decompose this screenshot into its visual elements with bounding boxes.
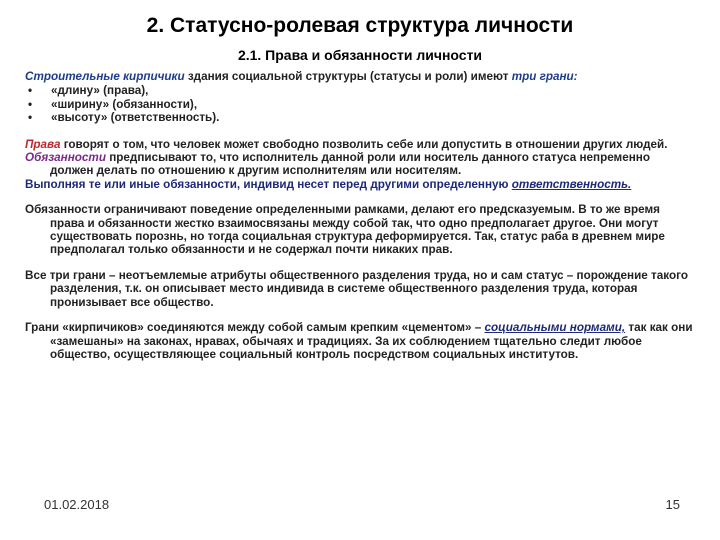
- intro-lead-end: три грани:: [511, 70, 578, 83]
- facets-list: [25, 84, 695, 124]
- list-item: [25, 98, 695, 111]
- intro-lead-italic: Строительные кирпичики: [25, 70, 185, 83]
- duties-text: предписывают то, что исполнитель данной роли или носитель данного статуса непременно должен делать по отношению к другим исполнителям или носителям.: [50, 151, 650, 178]
- rights-text: говорят о том, что человек может свободно позволить себе или допустить в отношении других людей.: [60, 137, 668, 151]
- duties-paragraph: [25, 151, 695, 178]
- list-item-text: «длину» (права),: [51, 84, 149, 98]
- slide-title: 2. Статусно-ролевая структура личности: [146, 14, 574, 37]
- list-item: [25, 84, 695, 97]
- page-number: 15: [665, 497, 680, 512]
- facets-paragraph: Все три грани – неотъемлемые атрибуты общественного разделения труда, но и сам статус – порождение такого разделения, т.к. он описывает место индивида в системе общественного разделения труда, которая пронизывает все общество.: [25, 268, 688, 309]
- norms-text-before: Грани «кирпичиков» соединяются между собой самым крепким «цементом» –: [25, 321, 485, 335]
- list-item-text: «ширину» (обязанности),: [51, 97, 198, 111]
- bullet-icon: •: [28, 84, 33, 98]
- rights-paragraph: [25, 138, 695, 151]
- list-item: [25, 111, 695, 124]
- norms-text-after: так как они «замешаны» на законах, нравах, обычаях и традициях. За их соблюдением тщательно следит любое общество, осуществляющее социальный контроль посредством социальных институтов.: [50, 321, 693, 361]
- footer-date: 01.02.2018: [44, 497, 110, 512]
- bullet-icon: •: [28, 97, 33, 111]
- norms-paragraph: [25, 321, 695, 361]
- responsibility-term: ответственность.: [511, 177, 632, 191]
- slide-subtitle: 2.1. Права и обязанности личности: [237, 47, 483, 63]
- intro-paragraph: [25, 70, 695, 83]
- norms-term: социальными нормами,: [484, 321, 626, 335]
- limits-paragraph: Обязанности ограничивают поведение определенными рамками, делают его предсказуемым. В то же время права и обязанности жестко взаимосвязаны между собой так, что одно предполагает другое. Они могут существовать порознь, но тогда социальная структура деформируется. Так, статус раба в древнем мире предполагал только обязанности и не содержал почти никаких прав.: [25, 203, 665, 257]
- bullet-icon: •: [28, 111, 33, 125]
- list-item-text: «высоту» (ответственность).: [51, 111, 220, 125]
- intro-lead-text: здания социальной структуры (статусы и роли) имеют: [184, 70, 512, 83]
- rights-term: Права: [25, 137, 61, 151]
- responsibility-text: Выполняя те или иные обязанности, индивид несет перед другими определенную: [25, 177, 512, 191]
- slide-body: [25, 70, 695, 361]
- responsibility-paragraph: [25, 178, 695, 191]
- duties-term: Обязанности: [25, 151, 106, 165]
